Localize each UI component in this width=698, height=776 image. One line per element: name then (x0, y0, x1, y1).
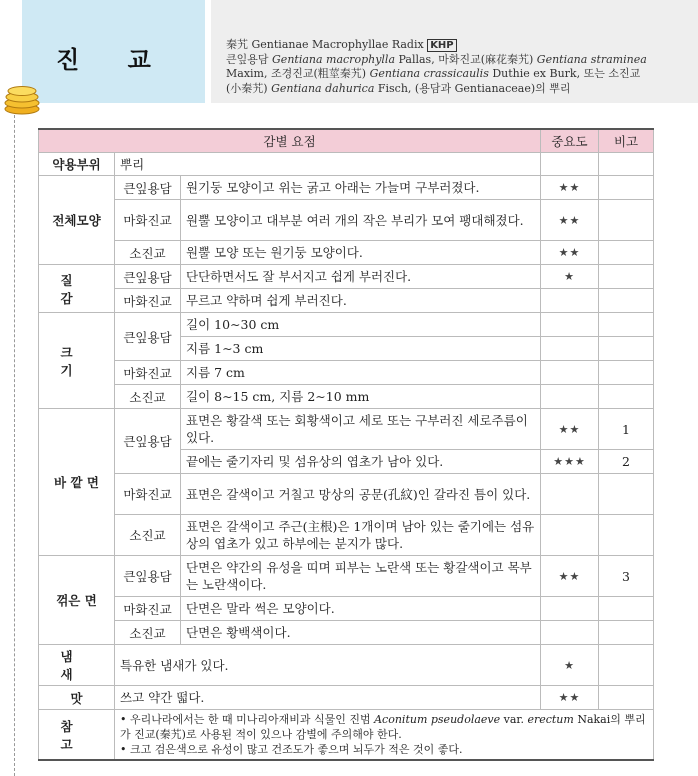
coin-stack-icon (2, 82, 42, 116)
row-description: 원뿔 모양 또는 원기둥 모양이다. (181, 241, 541, 265)
row-species: 소진교 (115, 621, 181, 645)
importance-cell (541, 361, 599, 385)
note-cell (599, 176, 654, 200)
importance-cell: ★★ (541, 686, 599, 710)
table-row (39, 515, 654, 556)
note-cell (599, 515, 654, 556)
note-cell (599, 597, 654, 621)
row-description: 뿌리 (115, 153, 541, 176)
importance-cell (541, 153, 599, 176)
row-species: 소진교 (115, 385, 181, 409)
note-cell: 3 (599, 556, 654, 597)
note-cell (599, 241, 654, 265)
row-species: 마화진교 (115, 474, 181, 515)
identification-table (38, 128, 654, 761)
row-description: 무르고 약하며 쉽게 부러진다. (181, 289, 541, 313)
page-margin-dashed-line (14, 100, 15, 776)
row-category: 맛 (39, 686, 115, 710)
reference-notes (115, 710, 654, 761)
row-species: 마화진교 (115, 361, 181, 385)
row-species: 큰잎용담 (115, 313, 181, 361)
importance-cell: ★★ (541, 241, 599, 265)
row-species: 마화진교 (115, 597, 181, 621)
latin-name: 秦艽 Gentianae Macrophyllae Radix (226, 38, 424, 51)
table-row (39, 556, 654, 597)
page-title: 진 교 (56, 46, 171, 74)
importance-cell (541, 313, 599, 337)
row-category: 약용부위 (39, 153, 115, 176)
row-species: 소진교 (115, 515, 181, 556)
row-category: 질 감 (39, 265, 115, 313)
table-header-row (39, 129, 654, 153)
table-row (39, 176, 654, 200)
title-panel (22, 0, 205, 103)
row-category: 꺾은 면 (39, 556, 115, 645)
note-cell (599, 153, 654, 176)
note-cell (599, 645, 654, 686)
table-row (39, 265, 654, 289)
note-cell (599, 337, 654, 361)
note-cell (599, 474, 654, 515)
row-description: 길이 8∼15 cm, 지름 2∼10 mm (181, 385, 541, 409)
note-cell (599, 289, 654, 313)
col-header-main: 감별 요점 (39, 129, 541, 153)
row-description: 끝에는 줄기자리 및 섬유상의 엽초가 남아 있다. (181, 450, 541, 474)
table-row (39, 409, 654, 450)
table-row (39, 621, 654, 645)
row-species: 큰잎용담 (115, 556, 181, 597)
row-species: 큰잎용담 (115, 176, 181, 200)
importance-cell: ★ (541, 265, 599, 289)
row-category: 냄 새 (39, 645, 115, 686)
table-row (39, 361, 654, 385)
row-description: 단단하면서도 잘 부서지고 쉽게 부러진다. (181, 265, 541, 289)
row-description: 표면은 갈색이고 거칠고 망상의 공문(孔紋)인 갈라진 틈이 있다. (181, 474, 541, 515)
herb-description: 秦艽 Gentianae Macrophyllae Radix KHP 큰잎용담 Gentiana macrophylla Pallas, 마화진교(麻花秦艽) Gentiana straminea Maxim, 조경진교(粗莖秦艽) Gentiana crassicaulis Duthie ex Burk, 또는 소진교 (小秦艽) Gentiana dahurica Fisch, (용담과 Gentianaceae)의 뿌리 (226, 38, 647, 95)
note-cell (599, 313, 654, 337)
table-row (39, 289, 654, 313)
table-row (39, 385, 654, 409)
importance-cell: ★★★ (541, 450, 599, 474)
row-description: 단면은 황백색이다. (181, 621, 541, 645)
row-species: 마화진교 (115, 200, 181, 241)
importance-cell: ★★ (541, 200, 599, 241)
row-category: 크 기 (39, 313, 115, 409)
note-cell (599, 265, 654, 289)
table-row (39, 241, 654, 265)
col-header-importance: 중요도 (541, 129, 599, 153)
table-row (39, 597, 654, 621)
row-description: 표면은 갈색이고 주근(主根)은 1개이며 남아 있는 줄기에는 섬유상의 엽초가 있고 하부에는 분지가 많다. (181, 515, 541, 556)
table-row (39, 686, 654, 710)
table-row (39, 645, 654, 686)
row-category: 전체모양 (39, 176, 115, 265)
row-category: 참 고 (39, 710, 115, 761)
importance-cell (541, 289, 599, 313)
importance-cell: ★★ (541, 176, 599, 200)
row-species: 마화진교 (115, 289, 181, 313)
table-row (39, 710, 654, 761)
row-description: 지름 7 cm (181, 361, 541, 385)
row-description: 표면은 황갈색 또는 회황색이고 세로 또는 구부러진 세로주름이 있다. (181, 409, 541, 450)
importance-cell: ★ (541, 645, 599, 686)
table-row (39, 313, 654, 337)
importance-cell: ★★ (541, 556, 599, 597)
importance-cell (541, 474, 599, 515)
row-species: 소진교 (115, 241, 181, 265)
row-species: 큰잎용담 (115, 265, 181, 289)
importance-cell (541, 337, 599, 361)
importance-cell (541, 515, 599, 556)
table-row (39, 153, 654, 176)
row-description: 원기둥 모양이고 위는 굵고 아래는 가늘며 구부러졌다. (181, 176, 541, 200)
note-cell (599, 385, 654, 409)
table-row (39, 474, 654, 515)
importance-cell: ★★ (541, 409, 599, 450)
reference-note-2: • 크고 검은색으로 유성이 많고 건조도가 좋으며 뇌두가 적은 것이 좋다. (120, 743, 463, 756)
row-category: 바 깥 면 (39, 409, 115, 556)
note-cell (599, 361, 654, 385)
row-description: 쓰고 약간 떫다. (115, 686, 541, 710)
row-description: 원뿔 모양이고 대부분 여러 개의 작은 부리가 모여 팽대해졌다. (181, 200, 541, 241)
note-cell (599, 200, 654, 241)
note-cell: 1 (599, 409, 654, 450)
khp-badge: KHP (427, 39, 456, 52)
row-description: 지름 1∼3 cm (181, 337, 541, 361)
table-row (39, 200, 654, 241)
importance-cell (541, 597, 599, 621)
note-cell (599, 621, 654, 645)
reference-note-1: • 우리나라에서는 한 때 미나리아재비과 식물인 진범 Aconitum pseudolaeve var. erectum Nakai의 뿌리가 진교(秦艽)로 사용된 적이 있으나 감별에 주의해야 한다. (120, 713, 646, 741)
row-description: 특유한 냄새가 있다. (115, 645, 541, 686)
col-header-note: 비고 (599, 129, 654, 153)
row-description: 단면은 약간의 유성을 띠며 피부는 노란색 또는 황갈색이고 목부는 노란색이다. (181, 556, 541, 597)
note-cell: 2 (599, 450, 654, 474)
importance-cell (541, 385, 599, 409)
row-description: 단면은 말라 썩은 모양이다. (181, 597, 541, 621)
importance-cell (541, 621, 599, 645)
row-species: 큰잎용담 (115, 409, 181, 474)
note-cell (599, 686, 654, 710)
row-description: 길이 10∼30 cm (181, 313, 541, 337)
